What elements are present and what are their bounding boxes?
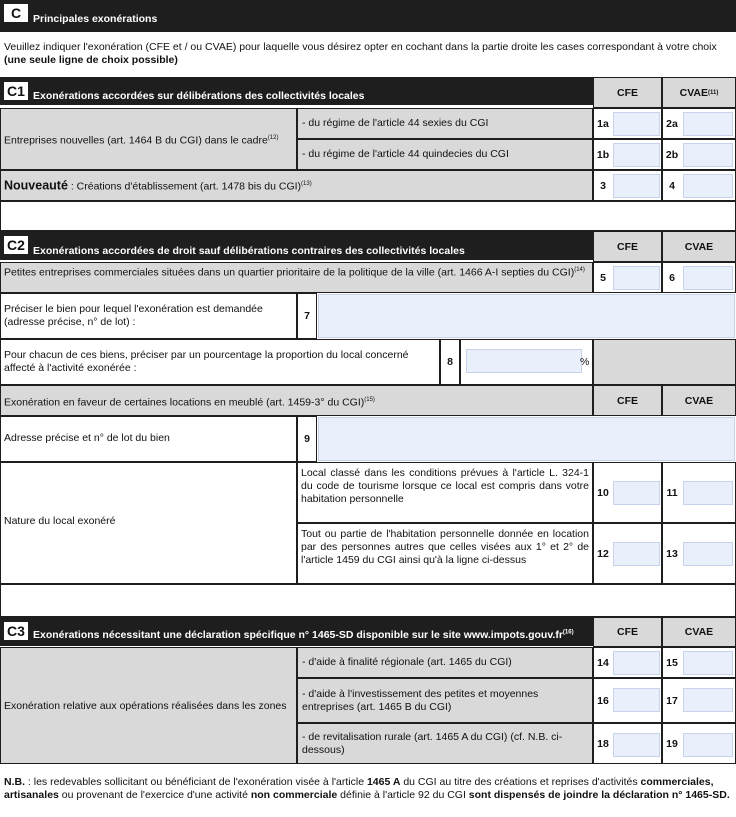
num-5: 5 [600, 271, 606, 284]
c2-meuble-text: Exonération en faveur de certaines locations en meublé (art. 1459-3° du CGI) [4, 396, 365, 409]
section-c-intro [4, 41, 732, 67]
nb-lead: N.B. [4, 776, 25, 788]
c1-cvae-label: CVAE [679, 86, 709, 99]
intro-bold: (une seule ligne de choix possible) [4, 54, 178, 66]
input-1b[interactable] [613, 143, 660, 167]
c2-row12-label: Tout ou partie de l'habitation personnelle donnée en location par des personnes autres que celles visées aux 1° et 2° de l'article 1459 du CGI ainsi qu'à la ligne ci-dessus [301, 528, 589, 566]
num-19: 19 [666, 737, 678, 750]
c2-cfe2-header: CFE [617, 394, 638, 407]
section-c-title: Principales exonérations [33, 13, 158, 25]
c3-row18-label: - de revitalisation rurale (art. 1465 A du CGI) (cf. N.B. ci-dessous) [302, 731, 563, 756]
c1-row3-note: (13) [301, 181, 312, 187]
nb-t3: ou provenant de l'exercice d'une activité [58, 789, 251, 801]
nb-note [4, 776, 732, 802]
input-17[interactable] [683, 688, 733, 712]
num-12: 12 [597, 547, 609, 560]
c3-cfe-header: CFE [617, 626, 638, 638]
nb-t4: définie à l'article 92 du CGI [337, 789, 469, 801]
num-11: 11 [666, 486, 678, 499]
num-16: 16 [597, 694, 609, 707]
num-18: 18 [597, 737, 609, 750]
c2-row5-note: (14) [574, 267, 585, 273]
num-1a: 1a [597, 117, 609, 130]
c2-8-gray-cell [593, 339, 736, 385]
c2-row8-label: Pour chacun de ces biens, préciser par un pourcentage la proportion du local concerné affecté à l'activité exonérée : [4, 349, 409, 374]
percent-sign: % [580, 356, 590, 368]
c2-spacer [0, 584, 736, 617]
nb-b3: non commerciale [250, 789, 338, 801]
num-1b: 1b [596, 148, 610, 161]
c2-row5-text: Petites entreprises commerciales situées dans un quartier prioritaire de la politique de la ville (art. 1466 A-I septies du CGI) [4, 266, 575, 279]
input-4[interactable] [683, 174, 733, 198]
c3-row16-label: - d'aide à l'investissement des petites et moyennes entreprises (art. 1465 B du CGI) [302, 688, 539, 713]
input-18[interactable] [613, 733, 660, 757]
c1-cvae-header [662, 77, 736, 108]
c2-meuble-label [4, 394, 375, 410]
c3-zones-label: Exonération relative aux opérations réalisées dans les zones [4, 700, 287, 712]
nb-t1: : les redevables sollicitant ou bénéficiant de l'exonération visée à l'article [25, 776, 367, 788]
input-16[interactable] [613, 688, 660, 712]
nb-b4: sont dispensés de joindre la déclaration n° 1465-SD. [468, 789, 730, 801]
c1-cfe-header: CFE [617, 86, 638, 99]
input-14[interactable] [613, 651, 660, 675]
input-1a[interactable] [613, 112, 660, 136]
num-17: 17 [666, 694, 678, 707]
num-13: 13 [666, 547, 678, 560]
c3-title-text: Exonérations nécessitant une déclaration spécifique n° 1465-SD disponible sur le site www.impots.gouv.fr [33, 629, 563, 641]
section-c-header [0, 0, 736, 32]
section-c1-title: Exonérations accordées sur délibérations des collectivités locales [33, 90, 365, 102]
c3-title-note: (16) [562, 629, 574, 636]
section-c1-letter: C1 [3, 81, 29, 101]
c2-row10-label: Local classé dans les conditions prévues à l'article L. 324-1 du code de tourisme lorsque ce local est compris dans votre habitation personnelle [301, 467, 589, 505]
num-14: 14 [597, 656, 609, 669]
num-2a: 2a [666, 117, 678, 130]
c1-row1-label-text: Entreprises nouvelles (art. 1464 B du CGI) dans le cadre [4, 134, 268, 147]
section-c-letter: C [3, 3, 29, 23]
input-2b[interactable] [683, 143, 733, 167]
num-10: 10 [597, 486, 609, 499]
nb-b2: commerciales, artisanales [4, 776, 714, 801]
num-8: 8 [447, 356, 453, 368]
input-2a[interactable] [683, 112, 733, 136]
c1-row3-bold: Nouveauté [4, 178, 68, 193]
input-5[interactable] [613, 266, 660, 290]
c1-cvae-note: (11) [708, 89, 719, 96]
c1-row1b-label: - du régime de l'article 44 quindecies du CGI [302, 148, 509, 160]
num-4: 4 [669, 179, 675, 192]
c1-row3-text: : Créations d'établissement (art. 1478 bis du CGI) [67, 180, 302, 193]
input-6[interactable] [683, 266, 733, 290]
c2-row5-label [4, 264, 589, 280]
nb-b1: 1465 A [366, 776, 401, 788]
section-c1-header [0, 77, 593, 105]
c2-row9-label: Adresse précise et n° de lot du bien [4, 432, 170, 444]
input-9[interactable] [318, 417, 735, 461]
input-15[interactable] [683, 651, 733, 675]
input-13[interactable] [683, 542, 733, 566]
section-c2-header [0, 231, 593, 260]
c2-row7-label: Préciser le bien pour lequel l'exonération est demandée (adresse précise, n° de lot) : [4, 303, 263, 328]
c1-row1a-label: - du régime de l'article 44 sexies du CGI [302, 117, 489, 129]
input-19[interactable] [683, 733, 733, 757]
num-15: 15 [666, 656, 678, 669]
num-2b: 2b [665, 148, 679, 161]
c2-cvae-header: CVAE [684, 240, 714, 253]
section-c2-title: Exonérations accordées de droit sauf délibérations contraires des collectivités locales [33, 245, 465, 257]
num-7: 7 [304, 310, 310, 322]
num-6: 6 [669, 271, 675, 284]
input-8[interactable] [466, 349, 582, 373]
section-c3-title [33, 629, 574, 641]
section-c2-letter: C2 [3, 235, 29, 255]
c1-row1-label [4, 132, 278, 148]
c3-row14-label: - d'aide à finalité régionale (art. 1465 du CGI) [302, 656, 512, 668]
num-9: 9 [304, 433, 310, 445]
intro-text: Veuillez indiquer l'exonération (CFE et / ou CVAE) pour laquelle vous désirez opter en cochant dans la partie droite les cases correspondant à votre choix [4, 41, 717, 53]
nb-t2: du CGI au titre des créations et reprises d'activités [400, 776, 641, 788]
section-c3-header [0, 617, 593, 646]
c2-cfe-header: CFE [617, 240, 638, 253]
c1-spacer [0, 201, 736, 231]
c2-cvae2-header: CVAE [684, 394, 714, 407]
num-3: 3 [600, 179, 606, 192]
c3-cvae-header: CVAE [684, 626, 714, 638]
input-10[interactable] [613, 481, 660, 505]
section-c3-letter: C3 [3, 621, 29, 641]
input-12[interactable] [613, 542, 660, 566]
input-7[interactable] [318, 294, 735, 338]
c1-row3-label [4, 178, 312, 194]
c2-meuble-note: (15) [364, 397, 375, 403]
c1-row1-note: (12) [267, 135, 279, 141]
input-3[interactable] [613, 174, 660, 198]
input-11[interactable] [683, 481, 733, 505]
c2-nature-label: Nature du local exonéré [4, 515, 116, 527]
